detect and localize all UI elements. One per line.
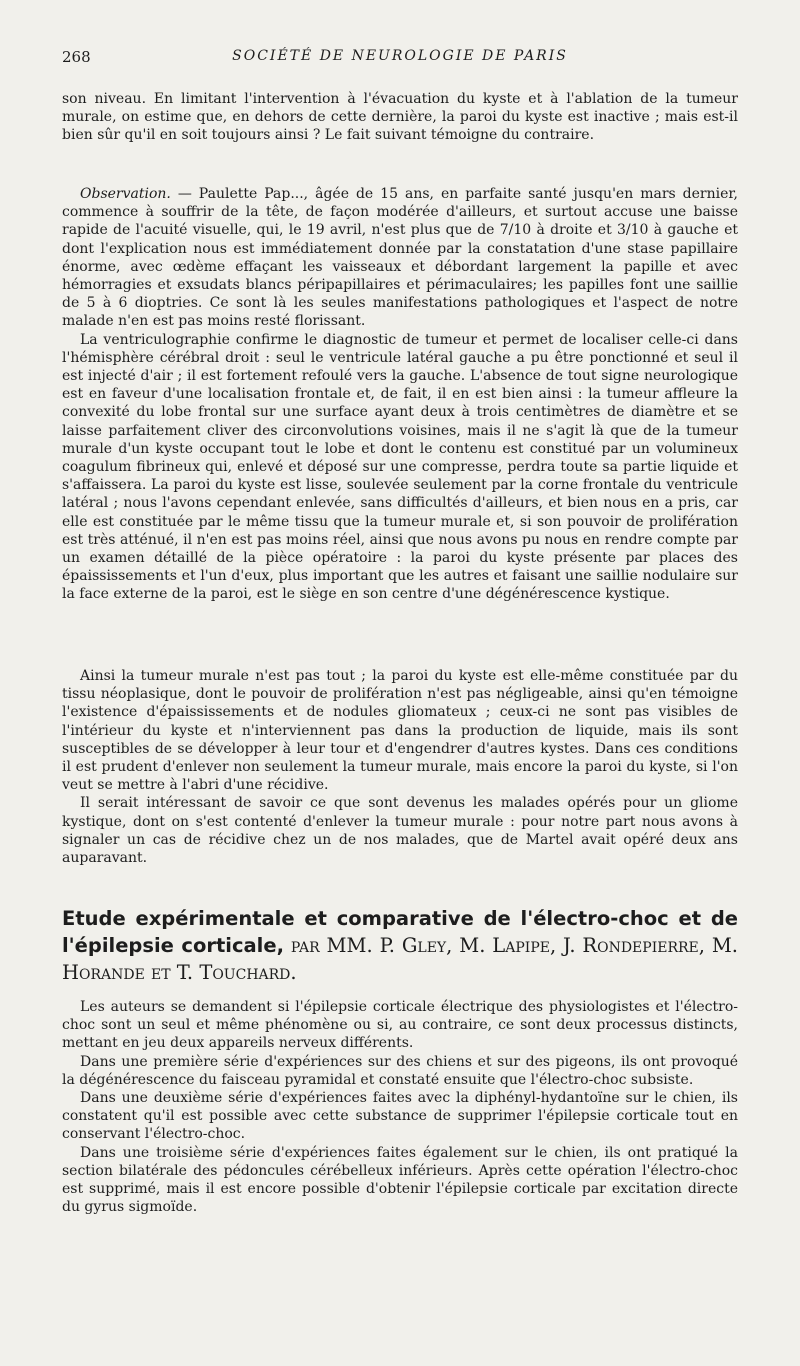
article-title: Etude expérimentale et comparative de l'électro-choc et de l'épilepsie corticale,	[62, 907, 738, 957]
paragraph: Dans une troisième série d'expériences faites également sur le chien, ils ont pratiqué la section bilatérale des pédoncules cérébelleux inférieurs. Après cette opération l'électro-choc est supprimé, mais il est encore possible d'obtenir l'épilepsie corticale par excitation directe du gyrus sigmoïde.	[62, 1144, 738, 1216]
paragraph: Dans une deuxième série d'expériences faites avec la diphényl-hydantoïne sur le chien, ils constatent qu'il est possible avec cette substance de supprimer l'épilepsie corticale tout en conservant l'électro-choc.	[62, 1090, 738, 1143]
running-title: SOCIÉTÉ DE NEUROLOGIE DE PARIS	[232, 48, 568, 64]
page-header	[62, 48, 738, 76]
abstract-block	[62, 998, 738, 1216]
observation-paragraph	[62, 185, 738, 331]
observation-text: — Paulette Pap..., âgée de 15 ans, en parfaite santé jusqu'en mars dernier, commence à souffrir de la tête, de façon modérée d'ailleurs, et surtout accuse une baisse rapide de l'acuité visuelle, qui, le 19 avril, n'est plus que de 7/10 à droite et 3/10 à gauche et dont l'explication nous est immédiatement donnée par la constatation d'une stase papillaire énorme, avec œdème effaçant les vaisseaux et débordant largement la papille et avec hémorragies et exsudats blancs péripapillaires et périmaculaires; les papilles font une saillie de 5 à 6 dioptries. Ce sont là les seules manifestations pathologiques et l'aspect de notre malade n'en est pas moins resté florissant.	[62, 186, 738, 330]
paragraph-block	[62, 90, 738, 145]
page-number: 268	[62, 48, 91, 66]
paragraph: Il serait intéressant de savoir ce que sont devenus les malades opérés pour un gliome kystique, dont on s'est contenté d'enlever la tumeur murale : pour notre part nous avons à signaler un cas de récidive chez un de nos malades, que de Martel avait opéré deux ans auparavant.	[62, 795, 738, 867]
paragraph: Les auteurs se demandent si l'épilepsie corticale électrique des physiologistes et l'électro-choc sont un seul et même phénomène ou si, au contraire, ce sont deux processus distincts, mettant en jeu deux appareils nerveux différents.	[62, 999, 738, 1052]
paragraph: Dans une première série d'expériences sur des chiens et sur des pigeons, ils ont provoqué la dégénérescence du faisceau pyramidal et constaté ensuite que l'électro-choc subsiste.	[62, 1053, 738, 1088]
article-authors: P. Gley, M. Lapipe, J. Rondepierre, M. Horande et T. Touchard.	[62, 934, 738, 984]
observation-block	[62, 185, 738, 604]
observation-label: Observation.	[80, 186, 171, 202]
article-title-line	[62, 905, 738, 986]
paragraph: son niveau. En limitant l'intervention à l'évacuation du kyste et à l'ablation de la tumeur murale, on estime que, en dehors de cette dernière, la paroi du kyste est inactive ; mais est-il bien sûr qu'il en soit toujours ainsi ? Le fait suivant témoigne du contraire.	[62, 91, 738, 144]
article-by: par MM.	[284, 934, 380, 957]
article-heading	[62, 905, 738, 986]
paragraph: Ainsi la tumeur murale n'est pas tout ; la paroi du kyste est elle-même constituée par du tissu néoplasique, dont le pouvoir de prolifération n'est pas négligeable, ainsi qu'en témoigne l'existence d'épaississements et de nodules gliomateux ; ceux-ci ne sont pas visibles de l'intérieur du kyste et n'interviennent pas dans la production de liquide, mais ils sont susceptibles de se développer à leur tour et d'engendrer d'autres kystes. Dans ces conditions il est prudent d'enlever non seulement la tumeur murale, mais encore la paroi du kyste, si l'on veut se mettre à l'abri d'une récidive.	[62, 668, 738, 794]
discussion-block	[62, 667, 738, 867]
observation-paragraph-2: La ventriculographie confirme le diagnostic de tumeur et permet de localiser celle-ci dans l'hémisphère cérébral droit : seul le ventricule latéral gauche a pu être ponctionné et seul il est injecté d'air ; il est fortement refoulé vers la gauche. L'absence de tout signe neurologique est en faveur d'une localisation frontale et, de fait, il en est bien ainsi : la tumeur affleure la convexité du lobe frontal sur une surface ayant deux à trois centimètres de diamètre et se laisse parfaitement cliver des circonvolutions voisines, mais il ne s'agit là que de la tumeur murale d'un kyste occupant tout le lobe et dont le contenu est constitué par un volumineux coagulum fibrineux qui, enlevé et déposé sur une compresse, perdra toute sa partie liquide et s'affaissera. La paroi du kyste est lisse, soulevée seulement par la corne frontale du ventricule latéral ; nous l'avons cependant enlevée, sans difficultés d'ailleurs, et bien nous en a pris, car elle est constituée par le même tissu que la tumeur murale et, si son pouvoir de prolifération est très atténué, il n'en est pas moins réel, ainsi que nous avons pu nous en rendre compte par un examen détaillé de la pièce opératoire : la paroi du kyste présente par places des épaississements et l'un d'eux, plus important que les autres et faisant une saillie nodulaire sur la face externe de la paroi, est le siège en son centre d'une dégénérescence kystique.	[62, 331, 738, 603]
